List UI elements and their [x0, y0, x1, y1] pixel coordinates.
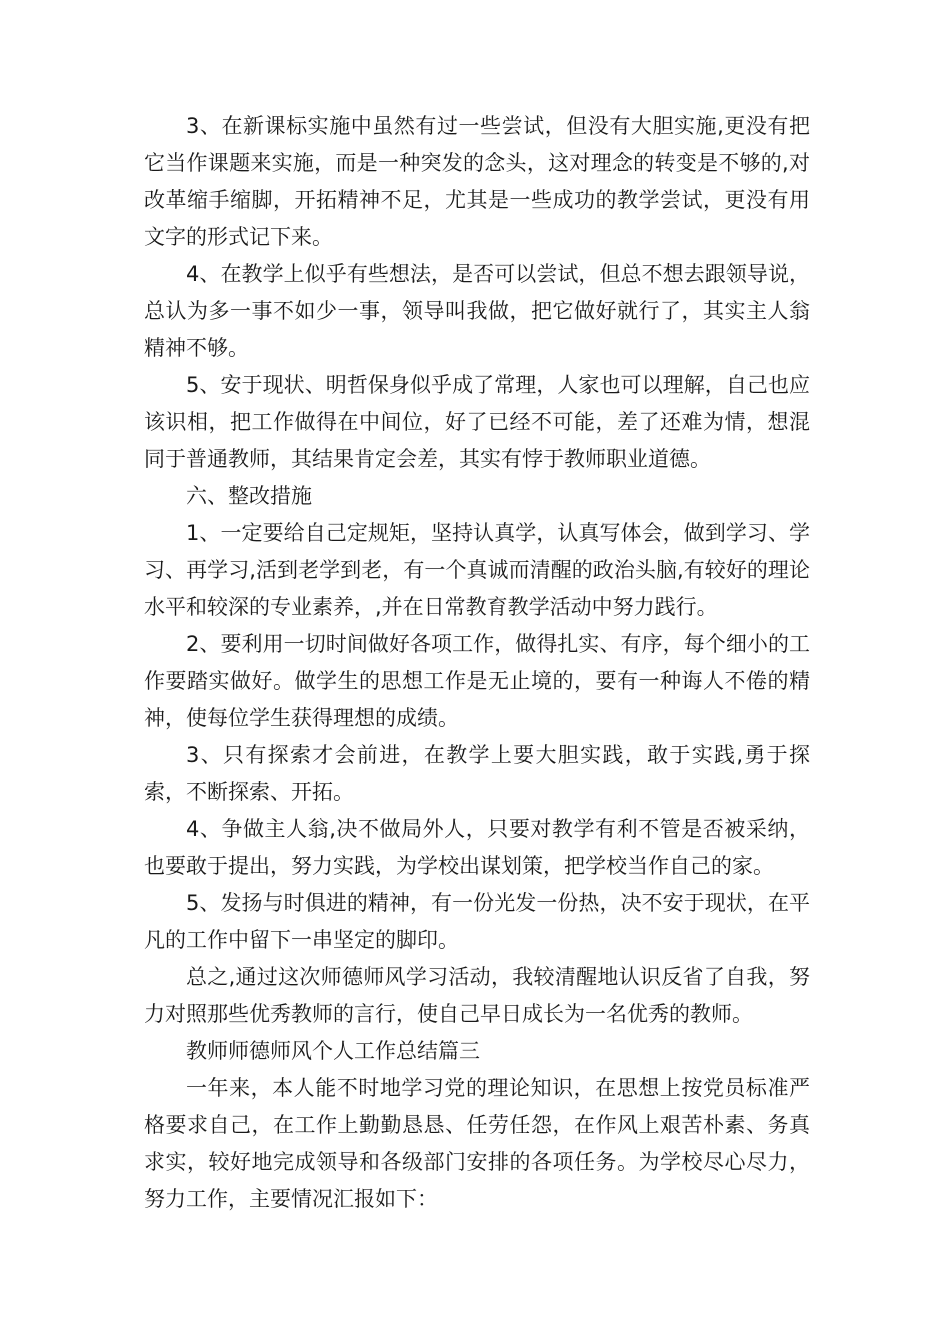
paragraph-measure-3: 3、只有探索才会前进，在教学上要大胆实践，敢于实践,勇于探索，不断探索、开拓。	[144, 743, 810, 804]
paragraph-point-4: 4、在教学上似乎有些想法，是否可以尝试，但总不想去跟领导说，总认为多一事不如少一事，领导叫我做，把它做好就行了，其实主人翁精神不够。	[144, 262, 810, 360]
paragraph-point-3: 3、在新课标实施中虽然有过一些尝试，但没有大胆实施,更没有把它当作课题来实施，而是一种突发的念头，这对理念的转变是不够的,对改革缩手缩脚，开拓精神不足，尤其是一些成功的教学尝试，更没有用文字的形式记下来。	[144, 114, 810, 249]
paragraph-measure-4: 4、争做主人翁,决不做局外人，只要对教学有利不管是否被采纳，也要敢于提出，努力实践，为学校出谋划策，把学校当作自己的家。	[144, 817, 810, 878]
section-heading-rectification: 六、整改措施	[186, 484, 312, 508]
section-heading-part-three: 教师师德师风个人工作总结篇三	[186, 1039, 480, 1063]
paragraph-conclusion: 总之,通过这次师德师风学习活动，我较清醒地认识反省了自我，努力对照那些优秀教师的言行，使自己早日成长为一名优秀的教师。	[144, 965, 810, 1026]
paragraph-measure-1: 1、一定要给自己定规矩，坚持认真学，认真写体会，做到学习、学习、再学习,活到老学到老，有一个真诚而清醒的政治头脑,有较好的理论水平和较深的专业素养，,并在日常教育教学活动中努力践行。	[144, 521, 810, 619]
document-body	[144, 108, 810, 1218]
paragraph-point-5: 5、安于现状、明哲保身似乎成了常理，人家也可以理解，自己也应该识相，把工作做得在中间位，好了已经不可能，差了还难为情，想混同于普通教师，其结果肯定会差，其实有悖于教师职业道德。	[144, 373, 810, 471]
paragraph-year-summary: 一年来，本人能不时地学习党的理论知识，在思想上按党员标准严格要求自己，在工作上勤勤恳恳、任劳任怨，在作风上艰苦朴素、务真求实，较好地完成领导和各级部门安排的各项任务。为学校尽心尽力，努力工作，主要情况汇报如下：	[144, 1076, 810, 1211]
paragraph-measure-2: 2、要利用一切时间做好各项工作，做得扎实、有序，每个细小的工作要踏实做好。做学生的思想工作是无止境的，要有一种诲人不倦的精神，使每位学生获得理想的成绩。	[144, 632, 810, 730]
paragraph-measure-5: 5、发扬与时俱进的精神，有一份光发一份热，决不安于现状，在平凡的工作中留下一串坚定的脚印。	[144, 891, 810, 952]
